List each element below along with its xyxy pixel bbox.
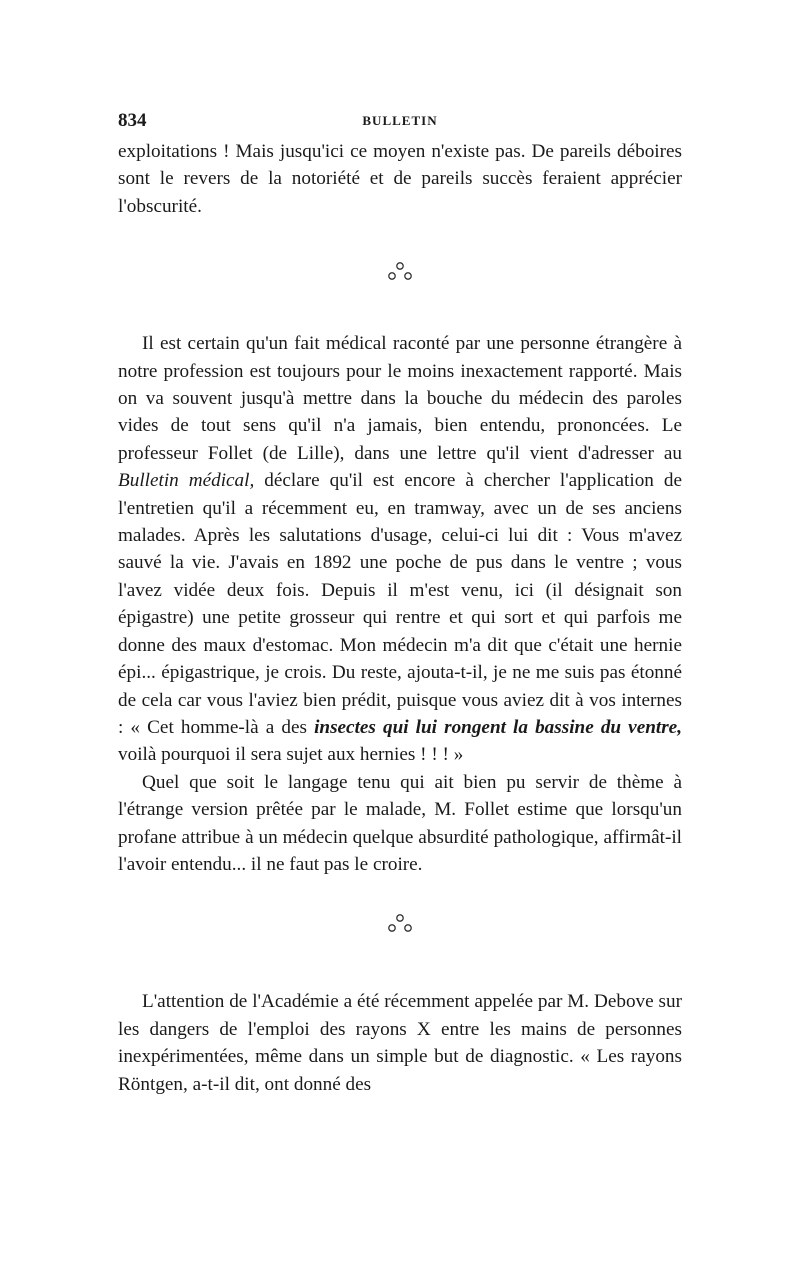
- paragraph-4: L'attention de l'Académie a été récemment appelée par M. Debove sur les dangers de l'emploi des rayons X entre les mains de personnes inexpérimentées, même dans un simple but de diagnostic. « Les rayons Röntgen, a-t-il dit, ont donné des: [118, 991, 682, 1095]
- paragraph-2: [118, 330, 682, 769]
- section-ornament-1: [118, 220, 682, 330]
- page-number: 834: [118, 110, 147, 131]
- paragraph-2-part-1: Il est certain qu'un fait médical raconté par une personne étrangère à notre profession est toujours pour le moins inexactement rapporté. Mais on va souvent jusqu'à mettre dans la bouche du médecin des paroles vides de tout sens qu'il n'a jamais, bien entendu, prononcées. Le professeur Follet (de Lille), dans une lettre qu'il vient d'adresser au: [118, 333, 682, 464]
- document-page: [118, 108, 682, 1098]
- paragraph-2-part-3: voilà pourquoi il sera sujet aux hernies ! ! ! »: [118, 744, 464, 766]
- quoted-phrase: insectes qui lui rongent la bassine du ventre,: [314, 716, 682, 738]
- paragraph-1: exploitations ! Mais jusqu'ici ce moyen n'existe pas. De pareils déboires sont le revers de la notoriété et de pareils succès feraient apprécier l'obscurité.: [118, 141, 682, 217]
- journal-title: Bulletin médical,: [118, 470, 255, 492]
- running-title: BULLETIN: [362, 113, 438, 128]
- running-head: [118, 108, 682, 138]
- three-circles-ornament-icon: [385, 260, 415, 284]
- paragraph-3: Quel que soit le langage tenu qui ait bien pu servir de thème à l'étrange version prêtée par le malade, M. Follet estime que lorsqu'un profane attribue à un médecin quelque absurdité pathologique, affirmât-il l'avoir entendu... il ne faut pas le croire.: [118, 771, 682, 875]
- section-ornament-2: [118, 878, 682, 988]
- three-circles-ornament-icon: [385, 912, 415, 936]
- paragraph-2-part-2: déclare qu'il est encore à chercher l'application de l'entretien qu'il a récemment eu, en tramway, avec un de ses anciens malades. Après les salutations d'usage, celui-ci lui dit : Vous m'avez sauvé la vie. J'avais en 1892 une poche de pus dans le ventre ; vous l'avez vidée deux fois. Depuis il m'est venu, ici (il désignait son épigastre) une petite grosseur qui rentre et qui sort et qui parfois me donne des maux d'estomac. Mon médecin m'a dit que c'était une hernie épi... épigastrique, je crois. Du reste, ajouta-t-il, je ne me suis pas étonné de cela car vous l'aviez bien prédit, puisque vous aviez dit à vos internes : « Cet homme-là a des: [118, 470, 682, 738]
